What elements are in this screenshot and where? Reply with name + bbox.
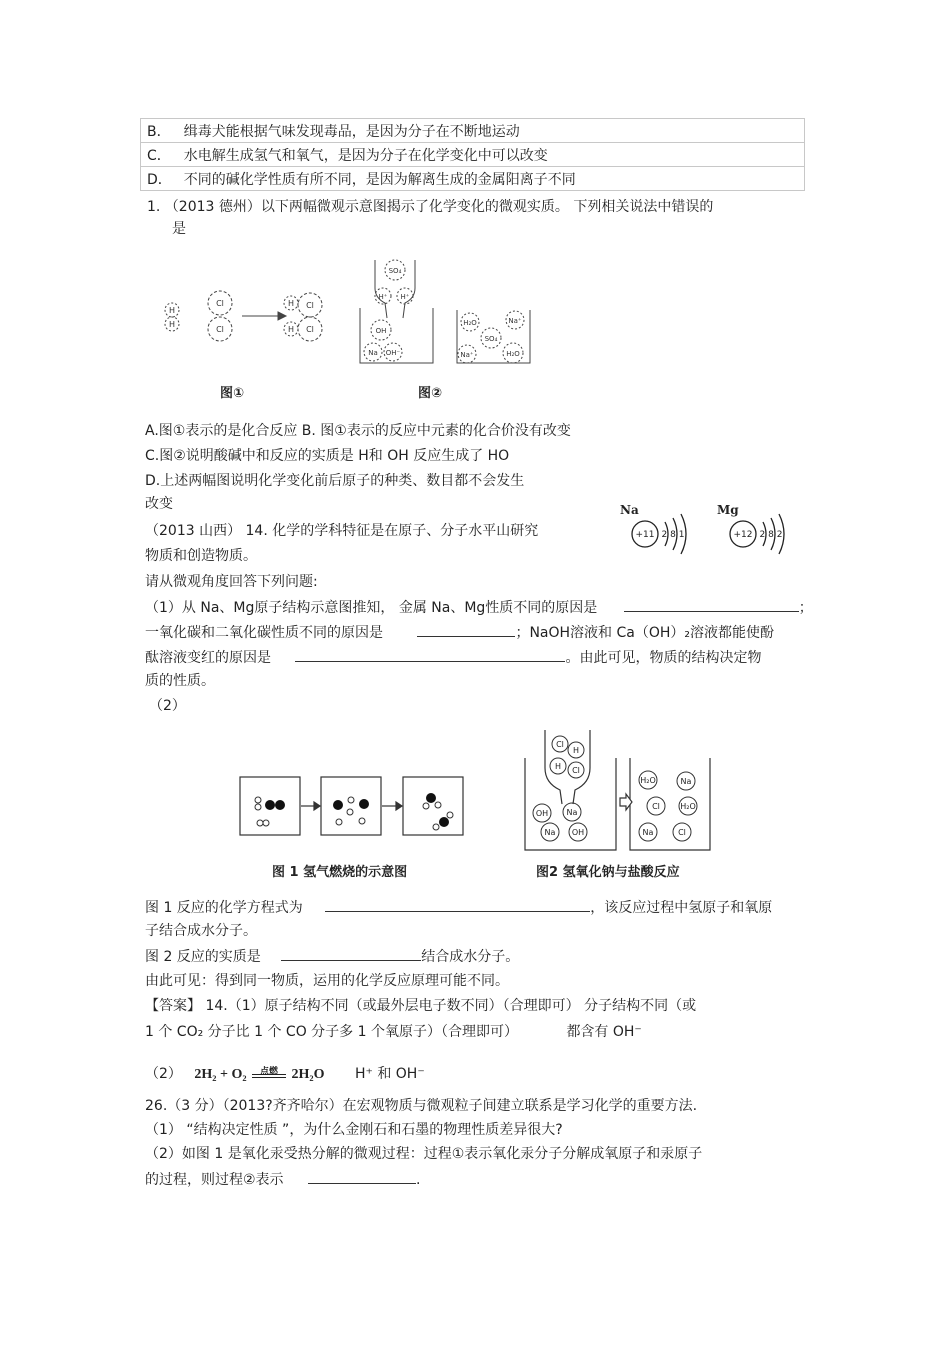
svg-text:H⁺: H⁺ bbox=[400, 293, 410, 301]
q14-part1-line1 bbox=[145, 597, 813, 618]
svg-text:Cl: Cl bbox=[678, 828, 686, 837]
mg-label: Mg bbox=[717, 503, 739, 517]
answer-line-2-text: 1 个 CO₂ 分子比 1 个 CO 分子多 1 个氧原子）（合理即可） bbox=[145, 1024, 518, 1040]
q14-fig1-text: 图 1 反应的化学方程式为 bbox=[145, 900, 303, 916]
option-text: 水电解生成氢气和氧气，是因为分子在化学变化中可以改变 bbox=[178, 143, 805, 167]
neutralization-figure bbox=[520, 728, 720, 856]
svg-text:Na: Na bbox=[680, 777, 692, 786]
option-row-c bbox=[141, 143, 805, 167]
svg-text:H: H bbox=[572, 746, 580, 755]
answer-part2-text: H⁺ 和 OH⁻ bbox=[354, 1066, 425, 1082]
q14-part1-end: ； bbox=[798, 600, 813, 616]
na-shells: 2 8 1 bbox=[661, 530, 685, 540]
hydrogen-combustion-figure bbox=[238, 775, 468, 839]
q14-stem: （2013 山西） 14. 化学的学科特征是在原子、分子水平山研究 bbox=[145, 523, 539, 539]
q14-part1-end-line: 质的性质。 bbox=[145, 673, 215, 689]
mg-shells: 2 8 2 bbox=[759, 530, 783, 540]
q14-part2-label: （2） bbox=[149, 698, 186, 714]
option-letter: C． bbox=[141, 143, 178, 167]
equation-reactants: 2H₂ + O₂ bbox=[194, 1067, 247, 1082]
na-label: Na bbox=[620, 503, 639, 517]
mg-nucleus: +12 bbox=[733, 530, 753, 540]
svg-text:SO₄: SO₄ bbox=[484, 335, 498, 343]
q26-part2-cont bbox=[145, 1169, 420, 1190]
answer-line-2-text2: 都含有 OH⁻ bbox=[566, 1024, 642, 1040]
q1-figure-2-label: 图② bbox=[418, 386, 443, 401]
q14-conclusion: 由此可见：得到同一物质，运用的化学反应原理可能不同。 bbox=[145, 973, 509, 989]
svg-text:Na⁺: Na⁺ bbox=[460, 351, 474, 359]
q1-figure-1 bbox=[160, 285, 340, 360]
atom-structure-diagrams bbox=[615, 500, 795, 558]
na-nucleus: +11 bbox=[635, 530, 655, 540]
q14-part1-text2: 一氧化碳和二氧化碳性质不同的原因是 bbox=[145, 625, 383, 641]
q26-part2: （2）如图 1 是氧化汞受热分解的微观过程：过程①表示氧化汞分子分解成氧原子和汞原子 bbox=[145, 1146, 703, 1162]
q14-fig1-text2: ，该反应过程中氢原子和氧原 bbox=[590, 900, 773, 916]
q14-part1-text5: 。由此可见，物质的结构决定物 bbox=[565, 650, 762, 666]
svg-text:Cl: Cl bbox=[216, 325, 224, 334]
answer-blank[interactable] bbox=[624, 597, 799, 612]
svg-text:H₂O: H₂O bbox=[680, 802, 696, 811]
option-letter: D． bbox=[141, 167, 178, 191]
q14-fig2-text2: 结合成水分子。 bbox=[421, 949, 520, 965]
svg-text:OH: OH bbox=[571, 828, 585, 837]
option-text: 缉毒犬能根据气味发现毒品，是因为分子在不断地运动 bbox=[178, 119, 805, 143]
q14-stem-cont: 物质和创造物质。 bbox=[145, 548, 257, 564]
q14-fig2-text: 图 2 反应的实质是 bbox=[145, 949, 261, 965]
svg-text:H₂O: H₂O bbox=[640, 776, 656, 785]
svg-text:Cl: Cl bbox=[556, 740, 564, 749]
svg-text:Cl: Cl bbox=[216, 299, 224, 308]
svg-text:Na: Na bbox=[642, 828, 654, 837]
svg-text:H: H bbox=[554, 762, 562, 771]
svg-text:Cl: Cl bbox=[652, 802, 660, 811]
q1-option-c: C.图②说明酸碱中和反应的实质是 H和 OH 反应生成了 HO bbox=[145, 448, 510, 464]
svg-text:H₂O: H₂O bbox=[506, 350, 520, 358]
equation-condition: 点燃 bbox=[260, 1066, 279, 1076]
q1-stem-cont: 是 bbox=[172, 221, 186, 237]
figure-1-caption: 图 1 氢气燃烧的示意图 bbox=[272, 865, 408, 880]
svg-text:Cl: Cl bbox=[306, 301, 314, 310]
answer-line-2 bbox=[145, 1022, 642, 1042]
svg-text:Na⁺: Na⁺ bbox=[508, 317, 522, 325]
svg-text:Cl: Cl bbox=[572, 766, 580, 775]
option-row-d bbox=[141, 167, 805, 191]
equation-arrow bbox=[252, 1066, 286, 1078]
q14-fig1-cont: 子结合成水分子。 bbox=[145, 923, 257, 939]
q1-stem: 1. （2013 德州）以下两幅微观示意图揭示了化学变化的微观实质。 下列相关说法中错误的 bbox=[147, 199, 714, 215]
figure-2-caption: 图2 氢氧化钠与盐酸反应 bbox=[536, 865, 680, 880]
q26-part2-text: 的过程，则过程②表示 bbox=[145, 1172, 284, 1188]
q1-option-d-cont: 改变 bbox=[145, 496, 173, 512]
svg-text:H⁺: H⁺ bbox=[378, 293, 388, 301]
q14-fig1-question bbox=[145, 897, 772, 918]
answer-blank[interactable] bbox=[281, 946, 421, 961]
q14-part1-text3: ；NaOH溶液和 Ca（OH）₂溶液都能使酚 bbox=[515, 625, 775, 641]
svg-text:Na: Na bbox=[544, 828, 556, 837]
answer-blank[interactable] bbox=[417, 622, 515, 637]
option-row-b bbox=[141, 119, 805, 143]
svg-text:H: H bbox=[287, 325, 295, 334]
q14-fig2-question bbox=[145, 946, 519, 967]
answer-part-number: （2） bbox=[145, 1066, 182, 1082]
svg-text:Na: Na bbox=[566, 808, 578, 817]
svg-text:OH⁻: OH⁻ bbox=[385, 349, 401, 357]
q1-option-ab: A.图①表示的是化合反应 B. 图①表示的反应中元素的化合价没有改变 bbox=[145, 423, 571, 439]
q14-part1-text4: 酞溶液变红的原因是 bbox=[145, 650, 271, 666]
answer-line-3 bbox=[145, 1064, 425, 1085]
answer-line-1: 【答案】 14.（1）原子结构不同（或最外层电子数不同）（合理即可） 分子结构不同（或 bbox=[145, 998, 697, 1014]
answer-blank[interactable] bbox=[325, 897, 590, 912]
q1-option-d: D.上述两幅图说明化学变化前后原子的种类、数目都不会发生 bbox=[145, 473, 525, 489]
q14-part1-line3 bbox=[145, 647, 761, 668]
svg-text:SO₄: SO₄ bbox=[388, 267, 402, 275]
option-text: 不同的碱化学性质有所不同，是因为解离生成的金属阳离子不同 bbox=[178, 167, 805, 191]
equation-products: 2H₂O bbox=[291, 1067, 325, 1082]
svg-text:OH: OH bbox=[535, 809, 549, 818]
answer-blank[interactable] bbox=[308, 1169, 416, 1184]
option-letter: B． bbox=[141, 119, 178, 143]
answer-blank[interactable] bbox=[295, 647, 565, 662]
q26-part2-end: . bbox=[416, 1172, 421, 1188]
options-table bbox=[140, 118, 805, 191]
q1-figure-1-label: 图① bbox=[220, 386, 245, 401]
q14-part1-text: （1）从 Na、Mg原子结构示意图推知， 金属 Na、Mg性质不同的原因是 bbox=[145, 600, 598, 616]
svg-text:H: H bbox=[287, 299, 295, 308]
q14-part1-line2 bbox=[145, 622, 774, 643]
chemical-equation bbox=[194, 1065, 324, 1085]
q14-prompt: 请从微观角度回答下列问题: bbox=[145, 574, 318, 590]
svg-text:H₂O: H₂O bbox=[463, 319, 477, 327]
q1-figure-2 bbox=[355, 258, 535, 370]
q26-part1: （1） “结构决定性质 ”，为什么金刚石和石墨的物理性质差异很大? bbox=[145, 1122, 563, 1138]
svg-text:Na: Na bbox=[368, 349, 378, 357]
svg-text:H: H bbox=[168, 320, 176, 329]
svg-text:OH: OH bbox=[375, 327, 387, 335]
q26-stem: 26.（3 分）（2013?齐齐哈尔）在宏观物质与微观粒子间建立联系是学习化学的重要方法. bbox=[145, 1098, 698, 1114]
svg-text:Cl: Cl bbox=[306, 325, 314, 334]
svg-text:H: H bbox=[168, 306, 176, 315]
